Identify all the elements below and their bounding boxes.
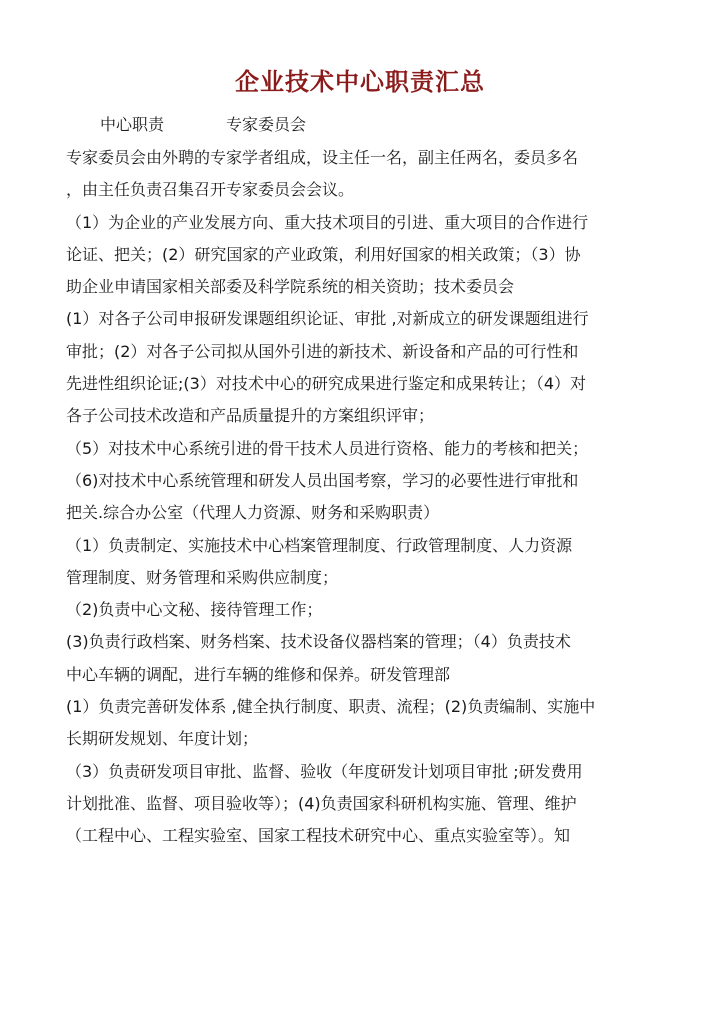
body-line: (1）负责完善研发体系 ,健全执行制度、职责、流程；(2)负责编制、实施中 [66,697,596,717]
body-line: 论证、把关；(2）研究国家的产业政策，利用好国家的相关政策；（3）协 [66,244,581,264]
body-line: 把关.综合办公室（代理人力资源、财务和采购职责） [66,503,440,523]
body-line: 助企业申请国家相关部委及科学院系统的相关资助；技术委员会 [66,277,515,297]
body-line: (3)负责行政档案、财务档案、技术设备仪器档案的管理；（4）负责技术 [66,632,571,652]
body-line: （3）负责研发项目审批、监督、验收（年度研发计划项目审批 ;研发费用 [66,761,583,781]
body-line: 计划批准、监督、项目验收等）；(4)负责国家科研机构实施、管理、维护 [66,793,577,813]
body-line: （1）负责制定、实施技术中心档案管理制度、行政管理制度、人力资源 [66,535,573,555]
body-line: ，由主任负责召集召开专家委员会会议。 [66,180,355,200]
page-title: 企业技术中心职责汇总 [235,67,485,96]
body-line: （6)对技术中心系统管理和研发人员出国考察，学习的必要性进行审批和 [66,470,579,490]
body-line: 长期研发规划、年度计划； [66,729,259,749]
body-line: 先进性组织论证;(3）对技术中心的研究成果进行鉴定和成果转让；（4）对 [66,374,586,394]
subheading-right: 专家委员会 [226,115,307,134]
body-line: （1）为企业的产业发展方向、重大技术项目的引进、重大项目的合作进行 [66,212,589,232]
body-line: 中心车辆的调配，进行车辆的维修和保养。研发管理部 [66,664,451,684]
body-line: 审批；(2）对各子公司拟从国外引进的新技术、新设备和产品的可行性和 [66,341,579,361]
body-line: （2)负责中心文秘、接待管理工作； [66,600,323,620]
body-line: (1）对各子公司申报研发课题组织论证、审批 ,对新成立的研发课题组进行 [66,309,589,329]
body-line: 管理制度、财务管理和采购供应制度； [66,567,339,587]
body-line: （工程中心、工程实验室、国家工程技术研究中心、重点实验室等）。知 [66,826,571,846]
body-line: 专家委员会由外聘的专家学者组成，设主任一名，副主任两名，委员多名 [66,148,579,167]
document-body [66,142,662,853]
body-line: （5）对技术中心系统引进的骨干技术人员进行资格、能力的考核和把关； [66,438,589,458]
body-line: 各子公司技术改造和产品质量提升的方案组织评审； [66,406,435,426]
subheading-left: 中心职责 [100,115,165,134]
